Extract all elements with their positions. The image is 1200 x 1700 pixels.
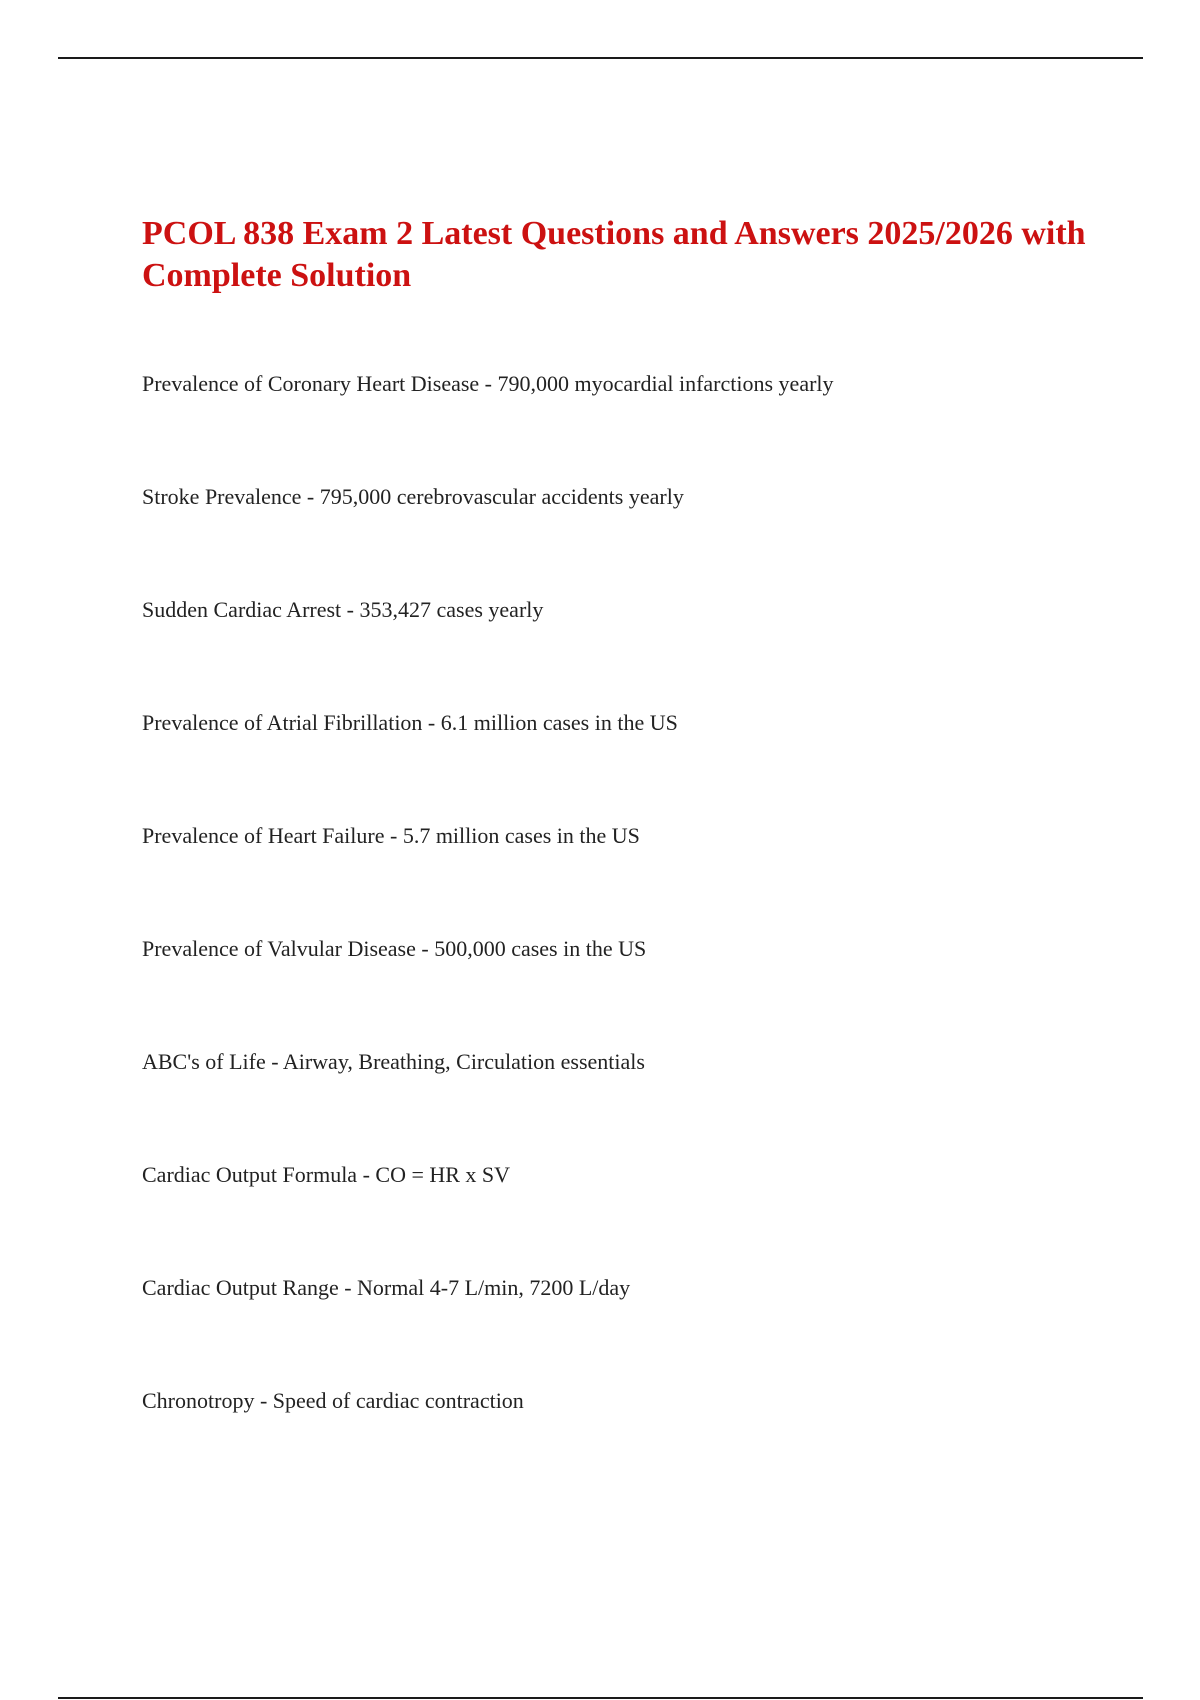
qa-item: Cardiac Output Formula - CO = HR x SV [142, 1162, 511, 1187]
qa-item: Chronotropy - Speed of cardiac contraction [142, 1388, 524, 1413]
qa-item: Prevalence of Heart Failure - 5.7 million cases in the US [142, 823, 640, 848]
qa-item: ABC's of Life - Airway, Breathing, Circulation essentials [142, 1049, 645, 1074]
qa-item: Sudden Cardiac Arrest - 353,427 cases yearly [142, 597, 544, 622]
qa-list [142, 364, 1102, 1494]
qa-item: Prevalence of Atrial Fibrillation - 6.1 million cases in the US [142, 710, 678, 735]
document-title: PCOL 838 Exam 2 Latest Questions and Answers 2025/2026 with Complete Solution [142, 215, 1086, 294]
qa-item: Prevalence of Valvular Disease - 500,000 cases in the US [142, 936, 647, 961]
qa-item: Cardiac Output Range - Normal 4-7 L/min, 7200 L/day [142, 1275, 631, 1300]
header-divider [58, 57, 1143, 59]
qa-item: Prevalence of Coronary Heart Disease - 790,000 myocardial infarctions yearly [142, 371, 834, 396]
qa-item: Stroke Prevalence - 795,000 cerebrovascular accidents yearly [142, 484, 684, 509]
footer-divider [58, 1697, 1143, 1699]
